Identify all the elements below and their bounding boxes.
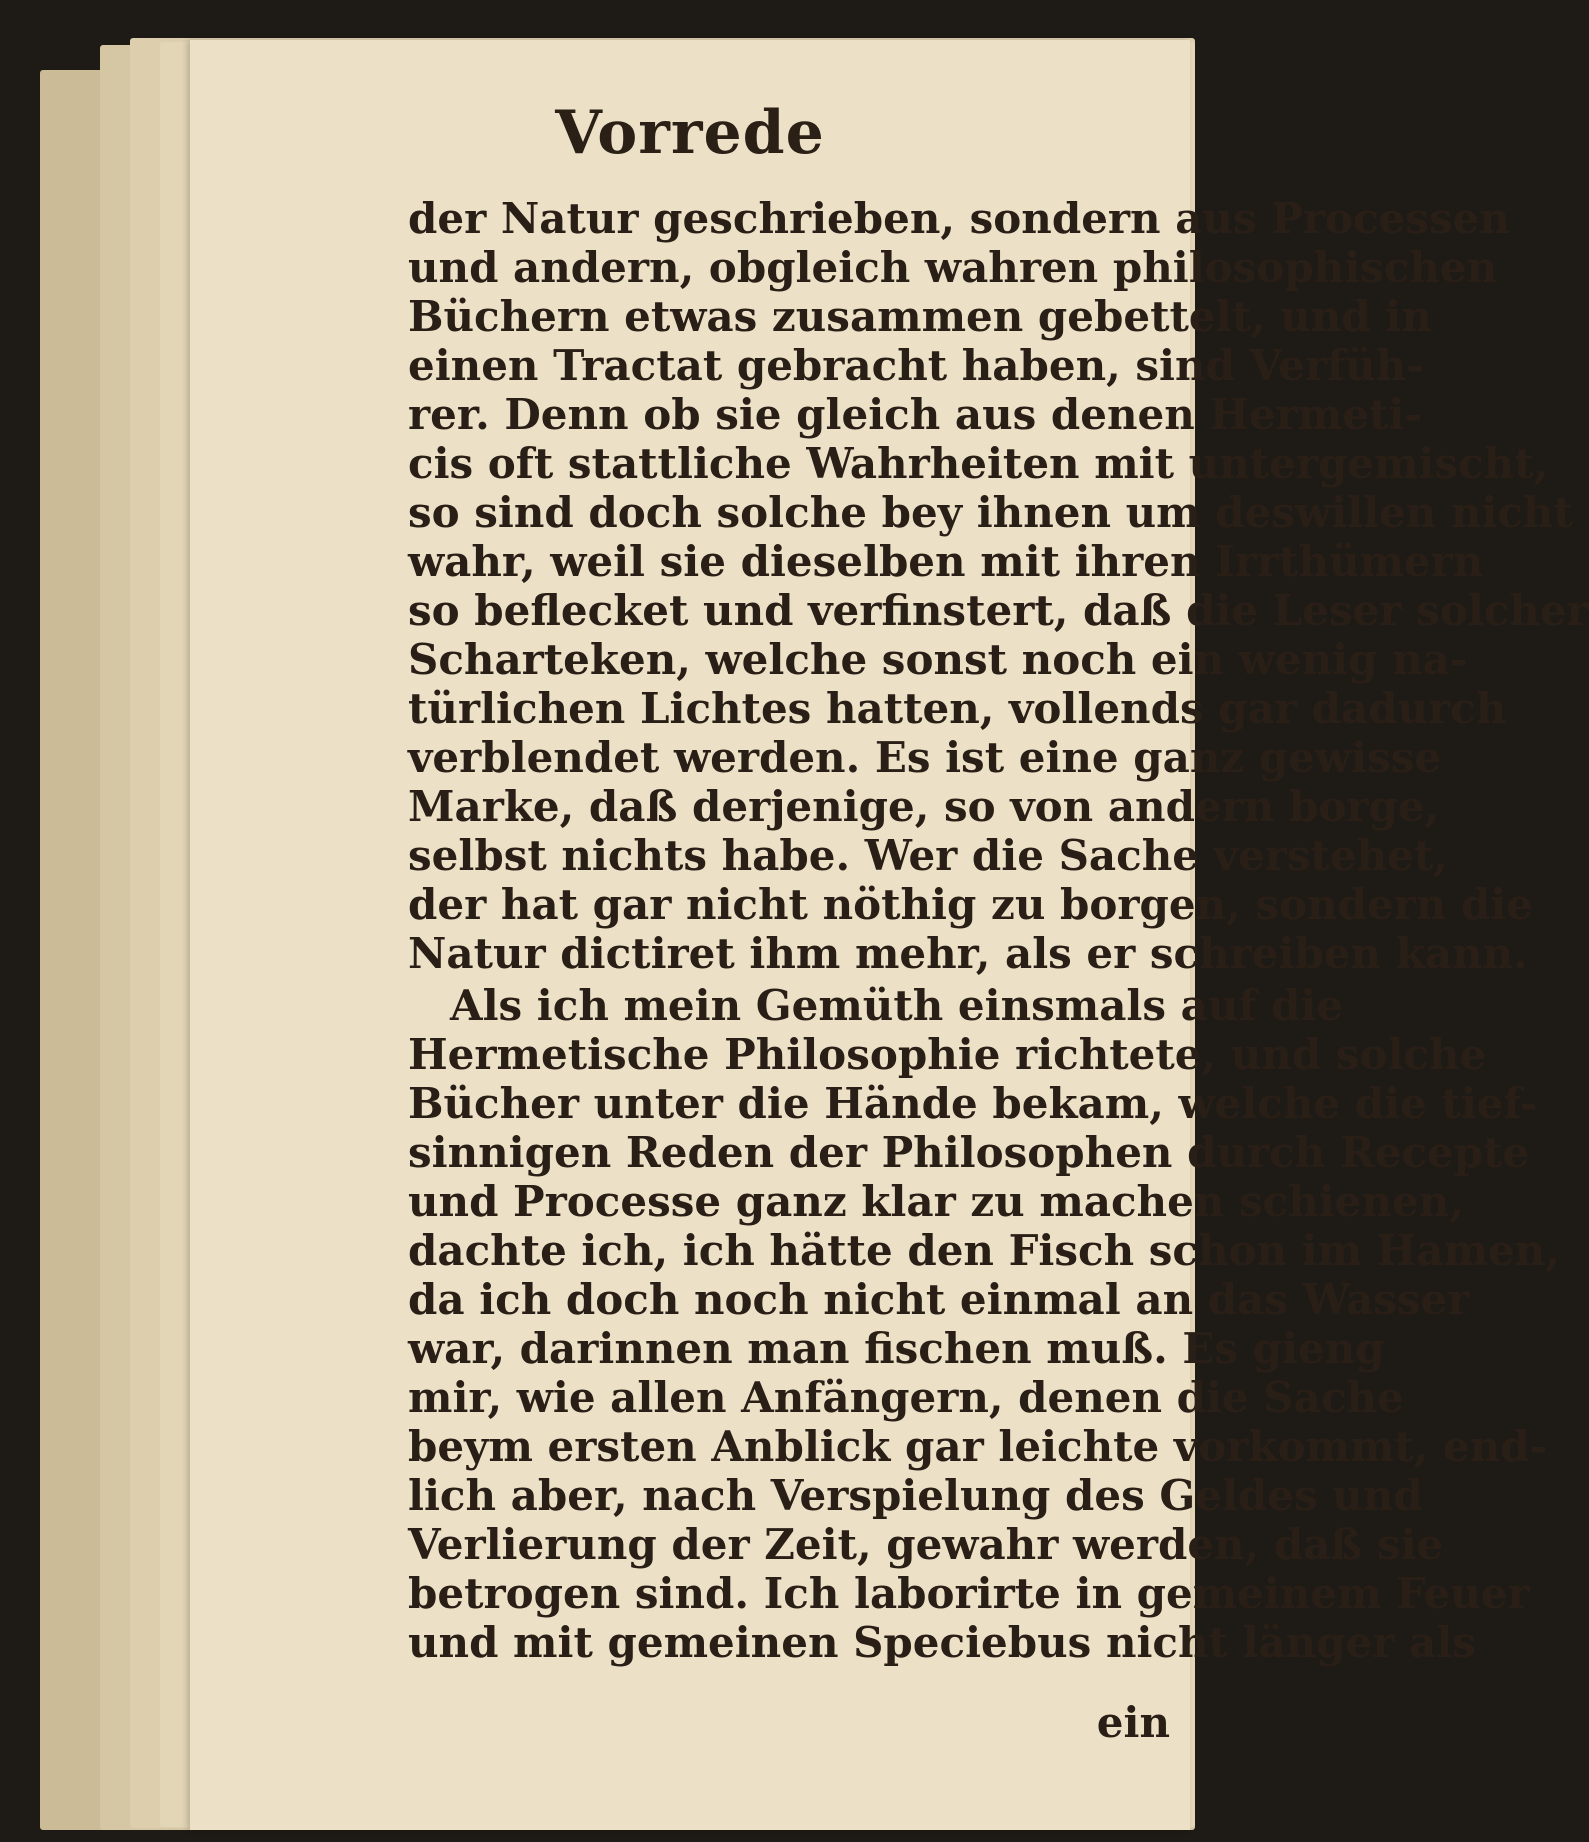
catchword: ein <box>1096 1698 1170 1747</box>
text-line: lich aber, nach Verspielung des Geldes und <box>408 1471 1423 1520</box>
text-line: einen Tractat gebracht haben, sind Verfüh- <box>408 341 1424 390</box>
text-line: türlichen Lichtes hatten, vollends gar dadurch <box>408 684 1507 733</box>
text-line: der hat gar nicht nöthig zu borgen, sondern die <box>408 880 1533 929</box>
book-page <box>190 40 1589 1830</box>
text-line: war, darinnen man fischen muß. Es gieng <box>408 1324 1385 1373</box>
text-line: betrogen sind. Ich laborirte in gemeinem Feuer <box>408 1569 1530 1618</box>
text-line: wahr, weil sie dieselben mit ihren Irrthümern <box>408 537 1484 586</box>
text-line: dachte ich, ich hätte den Fisch schon im Hamen, <box>408 1226 1560 1275</box>
text-line: der Natur geschrieben, sondern aus Processen <box>408 194 1510 243</box>
text-line: und andern, obgleich wahren philosophischen <box>408 243 1498 292</box>
text-line: sinnigen Reden der Philosophen durch Recepte <box>408 1128 1530 1177</box>
text-line: Büchern etwas zusammen gebettelt, und in <box>408 292 1432 341</box>
text-line: verblendet werden. Es ist eine ganz gewisse <box>408 733 1442 782</box>
running-head: Vorrede <box>555 98 825 168</box>
text-line: so sind doch solche bey ihnen um deswillen nicht <box>408 488 1573 537</box>
text-line: und Processe ganz klar zu machen schienen, <box>408 1177 1464 1226</box>
text-line: Hermetische Philosophie richtete, und solche <box>408 1030 1487 1079</box>
text-line: Verlierung der Zeit, gewahr werden, daß sie <box>408 1520 1444 1569</box>
text-line: beym ersten Anblick gar leichte vorkommt, end- <box>408 1422 1548 1471</box>
text-line: Natur dictiret ihm mehr, als er schreiben kann. <box>408 929 1528 978</box>
text-line: cis oft stattliche Wahrheiten mit untergemischt, <box>408 439 1549 488</box>
text-line: so beflecket und verfinstert, daß die Leser solcher <box>408 586 1589 635</box>
text-line: selbst nichts habe. Wer die Sache verstehet, <box>408 831 1448 880</box>
text-line: Scharteken, welche sonst noch ein wenig na- <box>408 635 1468 684</box>
text-line: Marke, daß derjenige, so von andern borge, <box>408 782 1440 831</box>
text-line: mir, wie allen Anfängern, denen die Sache <box>408 1373 1404 1422</box>
text-line: da ich doch noch nicht einmal an das Wasser <box>408 1275 1470 1324</box>
text-line: Bücher unter die Hände bekam, welche die tief- <box>408 1079 1538 1128</box>
text-line: und mit gemeinen Speciebus nicht länger als <box>408 1618 1476 1667</box>
text-line: rer. Denn ob sie gleich aus denen Hermeti- <box>408 390 1422 439</box>
text-line: Als ich mein Gemüth einsmals auf die <box>450 981 1344 1030</box>
